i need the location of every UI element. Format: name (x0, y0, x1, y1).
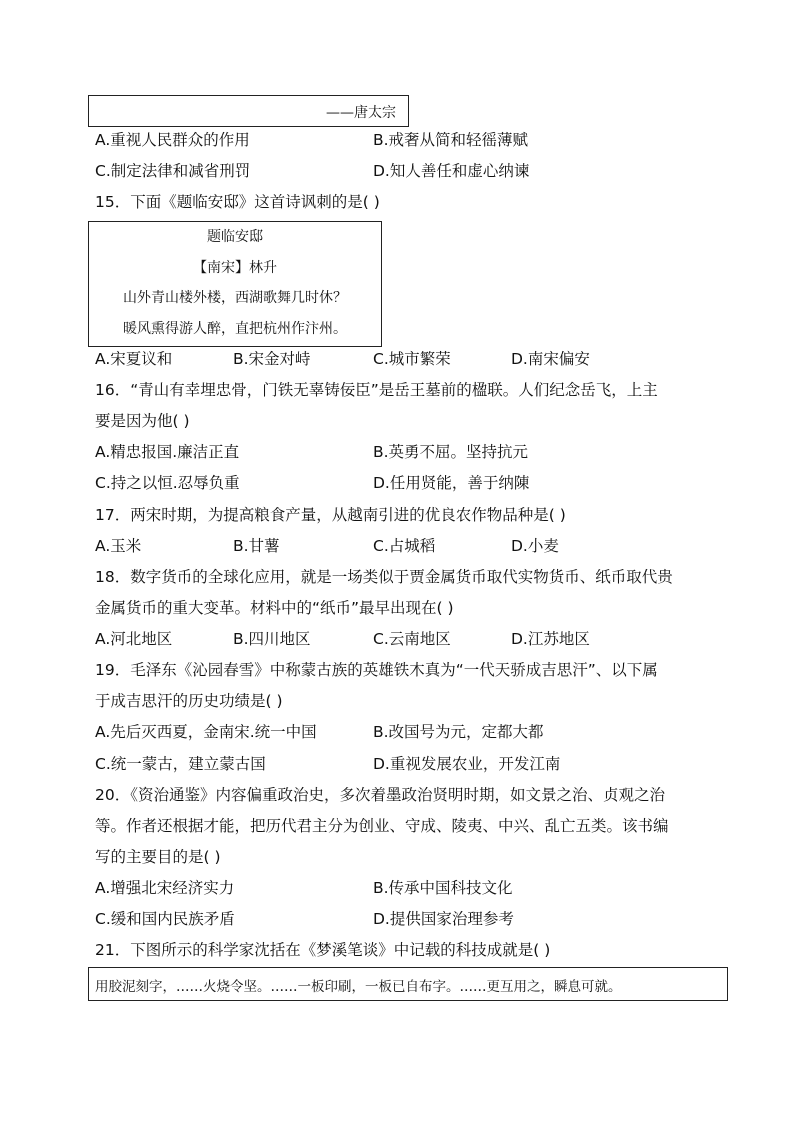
q14-option-b: B.戒奢从简和轻徭薄赋 (373, 131, 529, 149)
q16-option-b: B.英勇不屈。坚持抗元 (373, 443, 529, 461)
q21-quote-box (88, 967, 728, 1001)
q20-option-a: A.增强北宋经济实力 (95, 879, 235, 897)
poem-title: 题临安邸 (207, 229, 263, 245)
q17-option-d: D.小麦 (511, 537, 559, 555)
q20-option-d: D.提供国家治理参考 (373, 910, 514, 928)
poem-author: 【南宋】林升 (193, 260, 277, 276)
q14-option-a: A.重视人民群众的作用 (95, 131, 250, 149)
q15-option-b: B.宋金对峙 (233, 350, 311, 368)
q19-option-b: B.改国号为元，定都大都 (373, 723, 544, 741)
q15-stem: 15．下面《题临安邸》这首诗讽刺的是( ) (95, 193, 380, 211)
q19-stem-line-1: 19．毛泽东《沁园春雪》中称蒙古族的英雄铁木真为“一代天骄成吉思汗”、以下属 (95, 661, 658, 679)
q20-stem-line-1: 20．《资治通鉴》内容偏重政治史，多次着墨政治贤明时期，如文景之治、贞观之治 (95, 786, 665, 804)
q19-option-c: C.统一蒙古，建立蒙古国 (95, 755, 266, 773)
poem-line-1: 山外青山楼外楼，西湖歌舞几时休？ (123, 290, 347, 306)
q20-option-b: B.传承中国科技文化 (373, 879, 513, 897)
q16-option-c: C.持之以恒.忍辱负重 (95, 474, 240, 492)
q18-option-d: D.江苏地区 (511, 630, 590, 648)
q19-stem-line-2: 于成吉思汗的历史功绩是( ) (95, 692, 283, 710)
q21-stem: 21．下图所示的科学家沈括在《梦溪笔谈》中记载的科技成就是( ) (95, 941, 551, 959)
q16-stem-line-2: 要是因为他( ) (95, 412, 190, 430)
q20-stem-line-2: 等。作者还根据才能，把历代君主分为创业、守成、陵夷、中兴、乱亡五类。该书编 (95, 817, 669, 835)
q14-attribution: ——唐太宗 (326, 105, 396, 121)
q14-option-c: C.制定法律和减省刑罚 (95, 162, 251, 180)
q14-option-d: D.知人善任和虚心纳谏 (373, 162, 530, 180)
q18-stem-line-1: 18．数字货币的全球化应用，就是一场类似于贾金属货币取代实物货币、纸币取代贵 (95, 568, 673, 586)
q15-option-c: C.城市繁荣 (373, 350, 451, 368)
q18-option-b: B.四川地区 (233, 630, 311, 648)
q20-stem-line-3: 写的主要目的是( ) (95, 848, 221, 866)
q20-option-c: C.缓和国内民族矛盾 (95, 910, 235, 928)
q15-option-d: D.南宋偏安 (511, 350, 590, 368)
q18-stem-line-2: 金属货币的重大变革。材料中的“纸币”最早出现在( ) (95, 599, 454, 617)
q19-option-a: A.先后灭西夏，金南宋.统一中国 (95, 723, 317, 741)
q16-option-a: A.精忠报国.廉洁正直 (95, 443, 240, 461)
q17-option-c: C.占城稻 (373, 537, 436, 555)
q19-option-d: D.重视发展农业，开发江南 (373, 755, 561, 773)
q16-stem-line-1: 16．“青山有幸埋忠骨，门铁无辜铸佞臣”是岳王墓前的楹联。人们纪念岳飞，上主 (95, 381, 658, 399)
q18-option-c: C.云南地区 (373, 630, 451, 648)
q14-quote-box (88, 95, 409, 127)
q18-option-a: A.河北地区 (95, 630, 173, 648)
q17-option-a: A.玉米 (95, 537, 142, 555)
q15-option-a: A.宋夏议和 (95, 350, 173, 368)
q15-poem-box (88, 221, 382, 347)
q16-option-d: D.任用贤能，善于纳陳 (373, 474, 530, 492)
q17-stem: 17．两宋时期，为提高粮食产量，从越南引进的优良农作物品种是( ) (95, 506, 566, 524)
q17-option-b: B.甘薯 (233, 537, 280, 555)
q21-quote: 用胶泥刻字，……火烧令坚。……一板印刷，一板已自布字。……更互用之，瞬息可就。 (95, 979, 622, 995)
poem-line-2: 暖风熏得游人醉，直把杭州作汴州。 (123, 321, 347, 337)
